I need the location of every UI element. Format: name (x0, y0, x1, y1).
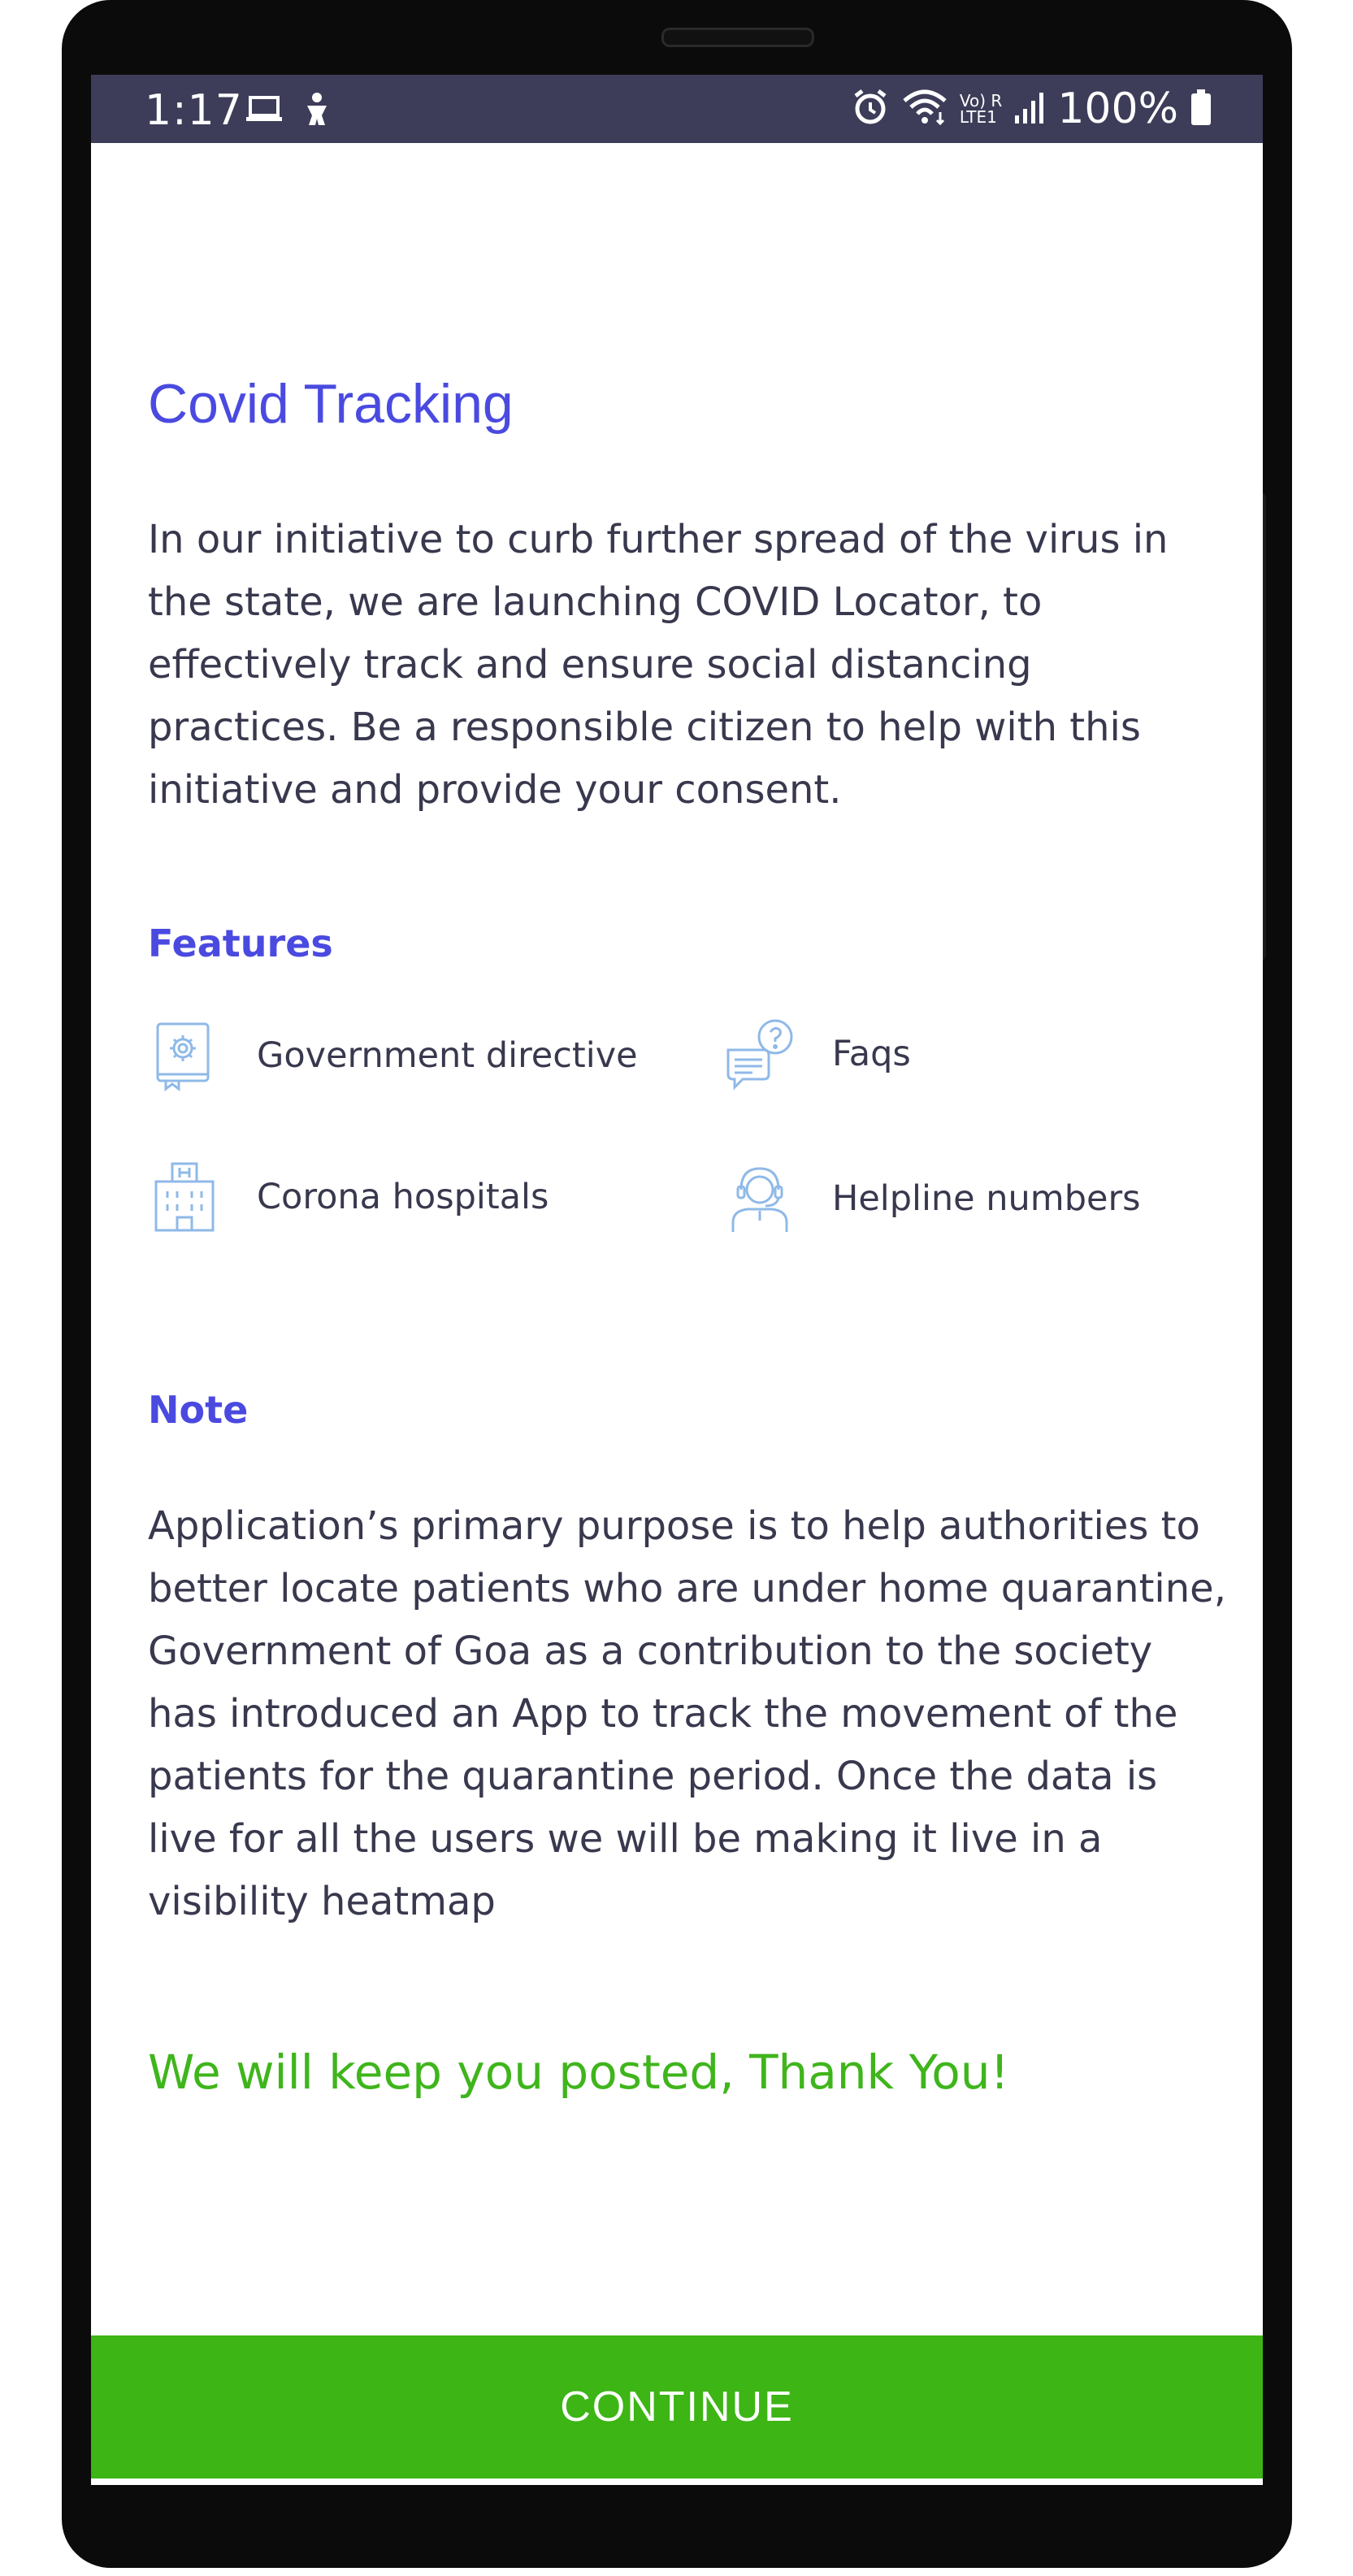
feature-label: Faqs (832, 1034, 911, 1074)
status-right-group (851, 83, 1212, 135)
wifi-icon (901, 88, 948, 130)
feature-label: Government directive (257, 1035, 638, 1076)
feature-helpline-numbers[interactable] (723, 1162, 1141, 1235)
feature-faqs[interactable] (723, 1017, 911, 1091)
government-book-icon (148, 1019, 221, 1092)
alarm-icon (851, 88, 890, 130)
continue-button[interactable]: CONTINUE (91, 2335, 1263, 2478)
battery-percent: 100% (1057, 85, 1178, 133)
faq-chat-icon (723, 1017, 796, 1091)
thank-you-message: We will keep you posted, Thank You! (148, 2045, 1009, 2100)
page-title: Covid Tracking (148, 373, 514, 435)
laptop-icon (245, 91, 283, 130)
network-type-label: Vo) R LTE1 (959, 91, 1003, 127)
feature-label: Corona hospitals (257, 1177, 549, 1217)
feature-label: Helpline numbers (832, 1178, 1141, 1219)
intro-paragraph: In our initiative to curb further spread of the virus in the state, we are launching COVID Locator, to effectively track and ensure social distancing practices. Be a responsible citizen to help with this initiative and provide your consent. (148, 517, 1169, 813)
hospital-icon (148, 1160, 221, 1234)
accessibility-icon (301, 91, 333, 130)
note-heading: Note (148, 1388, 249, 1432)
features-heading: Features (148, 922, 333, 965)
note-paragraph: Application’s primary purpose is to help authorities to better locate patients who are under home quarantine, Government of Goa as a contribution to the society has introduced an App to track the movement of the patients for the quarantine period. Once the data is live for all the users we will be making it live in a visibility heatmap (148, 1503, 1226, 1924)
battery-icon (1190, 88, 1212, 130)
status-time: 1:17 (145, 86, 243, 135)
app-screen (91, 75, 1263, 2485)
status-bar (91, 75, 1263, 143)
earpiece-speaker (661, 28, 814, 47)
helpline-agent-icon (723, 1162, 796, 1235)
feature-corona-hospitals[interactable] (148, 1160, 549, 1234)
signal-icon (1013, 88, 1046, 130)
feature-government-directive[interactable] (148, 1019, 638, 1092)
